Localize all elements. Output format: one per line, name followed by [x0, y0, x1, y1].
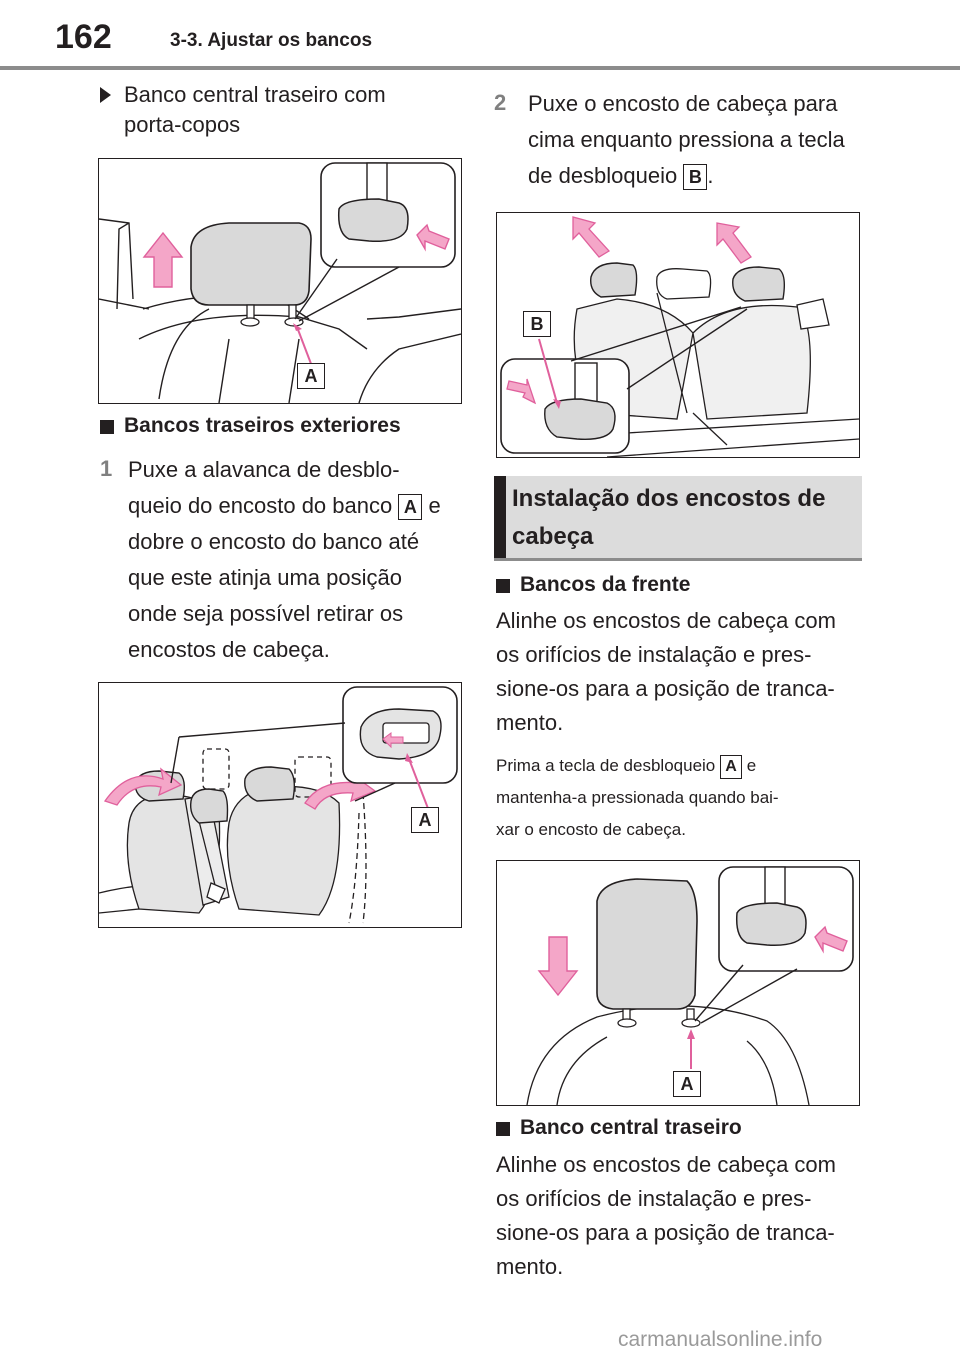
callout-a-label: A	[297, 363, 325, 389]
callout-b-label: B	[523, 311, 551, 337]
rear-center-headrest-illustration	[99, 159, 461, 403]
intro-line: Banco central traseiro com	[124, 82, 386, 107]
subhead-text: Bancos traseiros exteriores	[124, 414, 401, 437]
step1-line: Puxe a alavanca de desblo-	[128, 457, 400, 482]
step1-line: que este atinja uma posição	[128, 565, 402, 590]
step1-line-with-key: queio do encosto do banco A e	[128, 488, 468, 524]
figure-rear-center-headrest	[98, 158, 462, 404]
intro-line: porta-copos	[124, 112, 241, 137]
subhead-text: Bancos da frente	[520, 573, 691, 596]
key-a-box: A	[720, 755, 742, 779]
rear-headrest-removal-illustration	[497, 213, 859, 457]
square-bullet-icon	[100, 420, 114, 434]
step-number: 1	[100, 456, 113, 481]
subhead-text: Banco central traseiro	[520, 1116, 742, 1139]
front-paragraph: Alinhe os encostos de cabeça com os orifícios de instalação e pres- sione-os para a posição de tranca- mento.	[496, 608, 836, 735]
figure-rear-outer-seats	[98, 682, 462, 928]
footer-watermark[interactable]: carmanualsonline.info	[618, 1328, 823, 1351]
figure-front-headrest-install	[496, 860, 860, 1106]
step1-line: onde seja possível retirar os	[128, 601, 404, 626]
note-paragraph: Prima a tecla de desbloqueio A e mantenha-a pressionada quando bai- xar o encosto de cabeça.	[496, 750, 866, 846]
banner-title: Instalação dos encostos de cabeça	[512, 485, 826, 550]
square-bullet-icon	[496, 579, 510, 593]
step2-line-with-key: de desbloqueio B .	[528, 158, 868, 194]
note-line-with-key: Prima a tecla de desbloqueio A e	[496, 750, 866, 782]
front-headrest-install-illustration	[497, 861, 859, 1105]
square-bullet-icon	[496, 1122, 510, 1136]
key-a-box: A	[398, 494, 422, 520]
step1-line: encostos de cabeça.	[128, 637, 330, 662]
center-paragraph: Alinhe os encostos de cabeça com os orifícios de instalação e pres- sione-os para a posição de tranca- mento.	[496, 1152, 836, 1279]
banner-rule	[494, 558, 862, 561]
step-number: 2	[494, 90, 507, 115]
figure-rear-headrest-removal	[496, 212, 860, 458]
step2-line: cima enquanto pressiona a tecla	[528, 127, 845, 152]
step1-line: dobre o encosto do banco até	[128, 529, 420, 554]
page-number: 162	[55, 18, 112, 56]
step2-line: Puxe o encosto de cabeça para	[528, 91, 838, 116]
callout-a-label: A	[673, 1071, 701, 1097]
key-b-box: B	[683, 164, 707, 190]
rear-outer-seats-illustration	[99, 683, 461, 927]
triangle-bullet-icon	[100, 87, 111, 103]
header-rule	[0, 66, 960, 70]
section-title: 3-3. Ajustar os bancos	[170, 30, 373, 51]
callout-a-label: A	[411, 807, 439, 833]
